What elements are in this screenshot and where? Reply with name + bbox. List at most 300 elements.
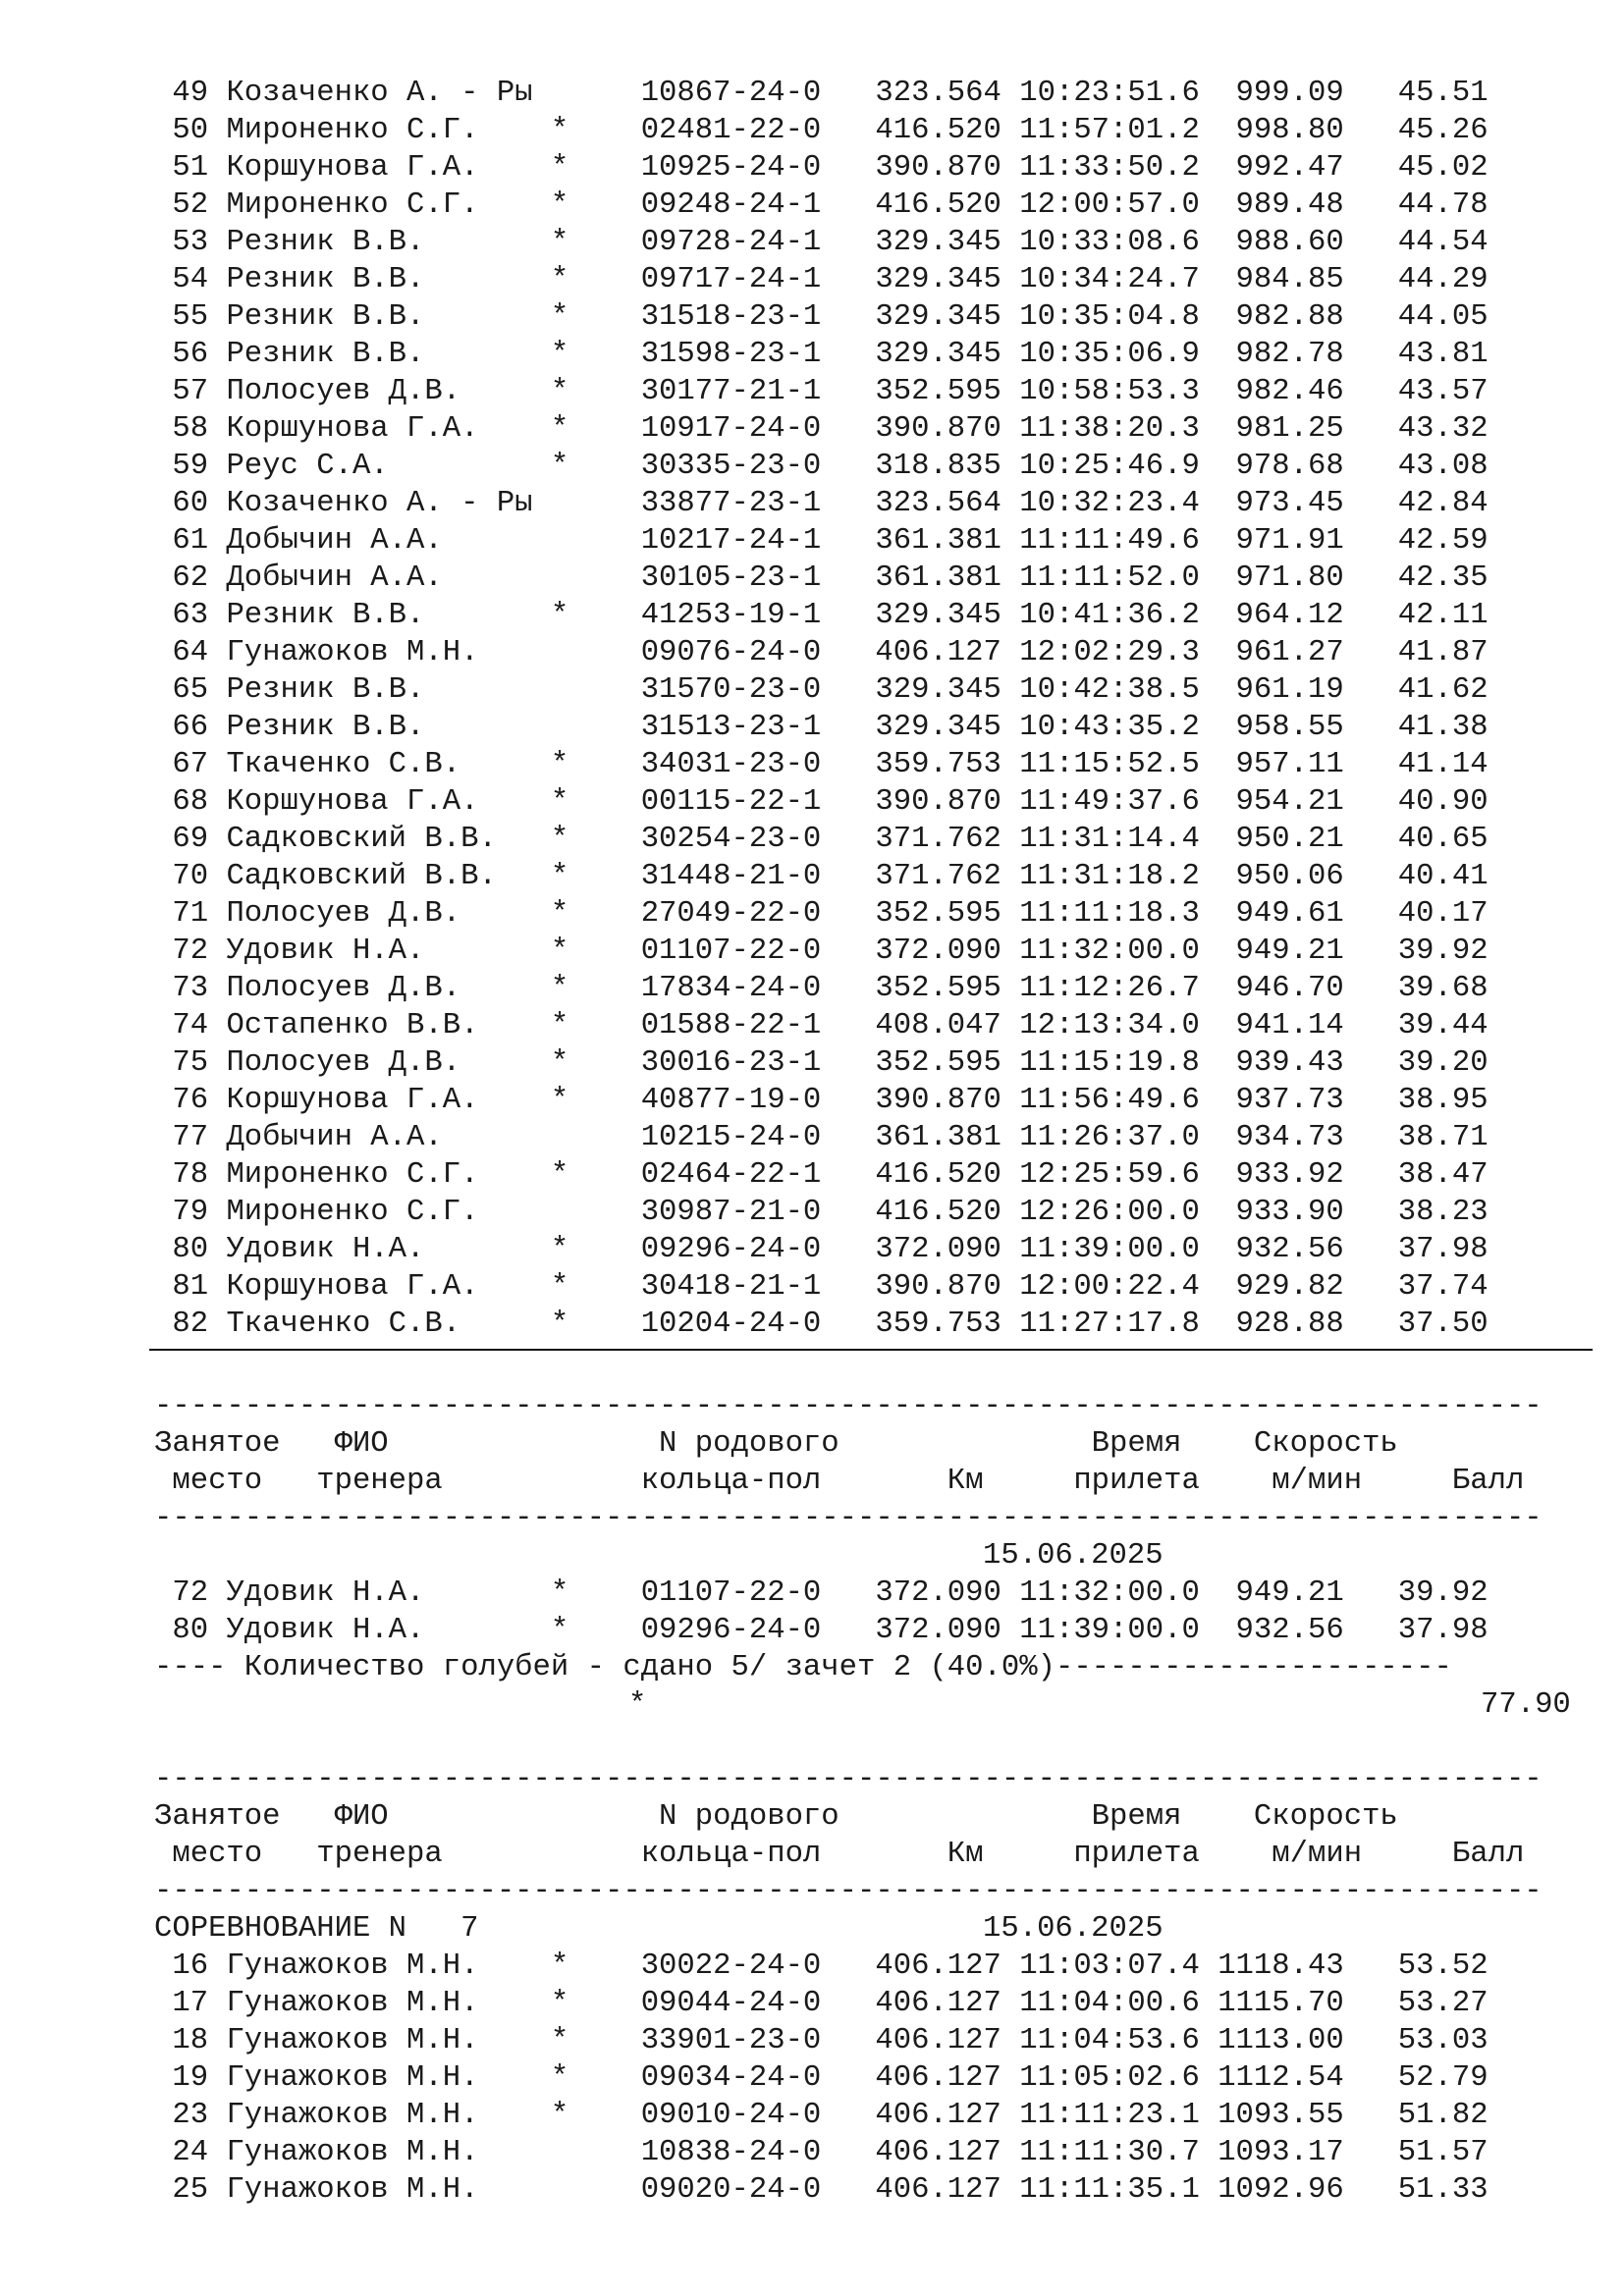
cell-score: 44.78	[1380, 188, 1489, 222]
cell-ring: 09076-24-0	[640, 636, 822, 669]
cell-place: 63	[154, 599, 209, 632]
cell-km: 406.127	[875, 1949, 1001, 1983]
cell-place: 79	[154, 1196, 209, 1229]
table-row	[154, 75, 1489, 112]
cell-name: Резник В.В.	[226, 338, 533, 371]
cell-score: 41.62	[1380, 673, 1489, 707]
cell-km: 406.127	[875, 2136, 1001, 2169]
cell-time: 11:27:17.8	[1019, 1308, 1200, 1341]
cell-speed: 998.80	[1218, 114, 1344, 147]
cell-time: 11:39:00.0	[1019, 1233, 1200, 1266]
dash-line: -----------------------------------------------------------------------------	[154, 1390, 1543, 1423]
competition-title: СОРЕВНОВАНИЕ N 7	[154, 1912, 479, 1946]
cell-km: 406.127	[875, 2024, 1001, 2057]
cell-place: 74	[154, 1009, 209, 1042]
cell-mark: *	[550, 226, 587, 259]
cell-km: 361.381	[875, 524, 1001, 558]
cell-time: 11:11:23.1	[1019, 2099, 1200, 2132]
cell-speed: 992.47	[1218, 151, 1344, 185]
cell-mark: *	[550, 1949, 587, 1983]
cell-ring: 09248-24-1	[640, 188, 822, 222]
column-header-line-1: Занятое ФИО N родового Время Скорость	[154, 1427, 1506, 1461]
cell-speed: 982.46	[1218, 375, 1344, 408]
cell-time: 10:42:38.5	[1019, 673, 1200, 707]
cell-speed: 1112.54	[1218, 2061, 1344, 2095]
cell-km: 352.595	[875, 897, 1001, 931]
table-row	[154, 112, 1489, 149]
table-row	[154, 1194, 1489, 1231]
cell-name: Козаченко А. - Ры	[226, 77, 533, 110]
cell-time: 12:26:00.0	[1019, 1196, 1200, 1229]
cell-ring: 10838-24-0	[640, 2136, 822, 2169]
cell-mark: *	[550, 860, 587, 893]
cell-ring: 31570-23-0	[640, 673, 822, 707]
cell-speed: 950.21	[1218, 823, 1344, 856]
cell-place: 60	[154, 487, 209, 520]
table-row	[154, 1156, 1489, 1194]
table-row	[154, 671, 1489, 709]
cell-name: Коршунова Г.А.	[226, 412, 533, 446]
cell-speed: 1118.43	[1218, 1949, 1344, 1983]
cell-speed: 949.61	[1218, 897, 1344, 931]
cell-mark	[551, 711, 587, 744]
cell-km: 352.595	[875, 972, 1001, 1005]
cell-place: 61	[154, 524, 209, 558]
cell-mark	[551, 524, 587, 558]
cell-km: 416.520	[875, 1196, 1001, 1229]
cell-time: 11:04:53.6	[1019, 2024, 1200, 2057]
cell-score: 38.95	[1380, 1084, 1489, 1117]
cell-place: 56	[154, 338, 209, 371]
table-row	[154, 895, 1489, 933]
cell-km: 359.753	[875, 1308, 1001, 1341]
cell-ring: 30254-23-0	[640, 823, 822, 856]
cell-name: Козаченко А. - Ры	[226, 487, 533, 520]
cell-place: 55	[154, 300, 209, 334]
cell-time: 11:56:49.6	[1019, 1084, 1200, 1117]
cell-name: Резник В.В.	[226, 300, 533, 334]
cell-km: 406.127	[875, 2061, 1001, 2095]
cell-ring: 34031-23-0	[640, 748, 822, 781]
cell-time: 11:38:20.3	[1019, 412, 1200, 446]
cell-name: Резник В.В.	[226, 711, 533, 744]
cell-km: 406.127	[875, 636, 1001, 669]
cell-name: Удовик Н.А.	[226, 1233, 533, 1266]
cell-speed: 957.11	[1218, 748, 1344, 781]
cell-mark	[551, 2173, 587, 2207]
cell-place: 23	[154, 2099, 209, 2132]
cell-speed: 929.82	[1218, 1270, 1344, 1304]
cell-score: 37.50	[1380, 1308, 1489, 1341]
cell-km: 372.090	[875, 934, 1001, 968]
cell-mark: *	[550, 785, 587, 819]
cell-speed: 932.56	[1218, 1614, 1344, 1647]
cell-speed: 1115.70	[1218, 1987, 1344, 2020]
table-row	[154, 1268, 1489, 1306]
cell-speed: 950.06	[1218, 860, 1344, 893]
cell-place: 69	[154, 823, 209, 856]
cell-time: 12:13:34.0	[1019, 1009, 1200, 1042]
cell-speed: 949.21	[1218, 1576, 1344, 1610]
cell-score: 43.81	[1380, 338, 1489, 371]
cell-time: 12:00:57.0	[1019, 188, 1200, 222]
cell-name: Реус С.А.	[226, 450, 533, 483]
cell-ring: 09044-24-0	[640, 1987, 822, 2020]
cell-km: 323.564	[875, 487, 1001, 520]
cell-mark: *	[550, 1308, 587, 1341]
cell-place: 71	[154, 897, 209, 931]
cell-name: Полосуев Д.В.	[226, 972, 533, 1005]
cell-time: 11:03:07.4	[1019, 1949, 1200, 1983]
cell-ring: 09020-24-0	[640, 2173, 822, 2207]
cell-score: 45.26	[1380, 114, 1489, 147]
cell-speed: 928.88	[1218, 1308, 1344, 1341]
cell-km: 352.595	[875, 1046, 1001, 1080]
cell-mark: *	[550, 1576, 587, 1610]
cell-place: 76	[154, 1084, 209, 1117]
summary-line: ---- Количество голубей - сдано 5/ зачет 2 (40.0%)----------------------	[154, 1651, 1452, 1684]
cell-km: 371.762	[875, 823, 1001, 856]
cell-place: 65	[154, 673, 209, 707]
cell-speed: 934.73	[1218, 1121, 1344, 1154]
cell-ring: 09296-24-0	[640, 1614, 822, 1647]
cell-ring: 09728-24-1	[640, 226, 822, 259]
cell-score: 42.11	[1380, 599, 1489, 632]
table-row	[154, 149, 1489, 187]
cell-ring: 30016-23-1	[640, 1046, 822, 1080]
cell-ring: 01588-22-1	[640, 1009, 822, 1042]
table-row	[154, 522, 1489, 560]
cell-speed: 989.48	[1218, 188, 1344, 222]
cell-time: 11:32:00.0	[1019, 1576, 1200, 1610]
column-header-line-2: место тренера кольца-пол Км прилета м/мин Балл	[154, 1465, 1525, 1498]
cell-mark: *	[550, 2061, 587, 2095]
cell-speed: 978.68	[1218, 450, 1344, 483]
table-row	[154, 1985, 1489, 2022]
table-row	[154, 1082, 1489, 1119]
cell-mark	[551, 636, 587, 669]
table-row	[154, 858, 1489, 895]
cell-name: Ткаченко С.В.	[226, 748, 533, 781]
cell-mark: *	[550, 897, 587, 931]
cell-ring: 30022-24-0	[640, 1949, 822, 1983]
cell-name: Садковский В.В.	[226, 823, 533, 856]
cell-time: 11:15:52.5	[1019, 748, 1200, 781]
cell-time: 11:05:02.6	[1019, 2061, 1200, 2095]
cell-place: 51	[154, 151, 209, 185]
cell-time: 10:23:51.6	[1019, 77, 1200, 110]
table-row	[154, 933, 1489, 970]
cell-mark: *	[550, 599, 587, 632]
cell-score: 44.54	[1380, 226, 1489, 259]
cell-mark: *	[550, 188, 587, 222]
cell-place: 80	[154, 1233, 209, 1266]
cell-mark	[551, 1196, 587, 1229]
cell-name: Резник В.В.	[226, 263, 533, 296]
cell-speed: 954.21	[1218, 785, 1344, 819]
table-bottom-rule	[149, 1349, 1593, 1351]
cell-ring: 10917-24-0	[640, 412, 822, 446]
cell-place: 52	[154, 188, 209, 222]
cell-ring: 10867-24-0	[640, 77, 822, 110]
cell-speed: 999.09	[1218, 77, 1344, 110]
cell-time: 10:35:06.9	[1019, 338, 1200, 371]
cell-name: Полосуев Д.В.	[226, 897, 533, 931]
cell-score: 42.35	[1380, 561, 1489, 595]
cell-name: Садковский В.В.	[226, 860, 533, 893]
cell-name: Мироненко С.Г.	[226, 114, 533, 147]
table-row	[154, 224, 1489, 261]
cell-place: 70	[154, 860, 209, 893]
table-row	[154, 336, 1489, 373]
cell-speed: 933.92	[1218, 1158, 1344, 1192]
cell-score: 43.32	[1380, 412, 1489, 446]
cell-mark	[551, 2136, 587, 2169]
dash-line: -----------------------------------------------------------------------------	[154, 1502, 1543, 1535]
cell-place: 62	[154, 561, 209, 595]
table-row	[154, 1119, 1489, 1156]
table-row	[154, 2097, 1489, 2134]
cell-score: 45.02	[1380, 151, 1489, 185]
column-header-line-2: место тренера кольца-пол Км прилета м/мин Балл	[154, 1838, 1525, 1871]
section-date: 15.06.2025	[983, 1539, 1164, 1573]
cell-speed: 971.80	[1218, 561, 1344, 595]
cell-time: 11:11:35.1	[1019, 2173, 1200, 2207]
cell-ring: 10215-24-0	[640, 1121, 822, 1154]
cell-km: 390.870	[875, 1084, 1001, 1117]
cell-km: 329.345	[875, 300, 1001, 334]
cell-ring: 00115-22-1	[640, 785, 822, 819]
table-row	[154, 709, 1489, 746]
cell-mark: *	[550, 934, 587, 968]
table-row	[154, 187, 1489, 224]
cell-score: 53.03	[1380, 2024, 1489, 2057]
cell-place: 19	[154, 2061, 209, 2095]
cell-mark: *	[550, 1009, 587, 1042]
table-row	[154, 448, 1489, 485]
cell-speed: 949.21	[1218, 934, 1344, 968]
cell-name: Удовик Н.А.	[226, 1576, 533, 1610]
cell-time: 11:11:30.7	[1019, 2136, 1200, 2169]
cell-mark: *	[550, 1084, 587, 1117]
cell-speed: 984.85	[1218, 263, 1344, 296]
cell-time: 11:33:50.2	[1019, 151, 1200, 185]
cell-mark	[551, 673, 587, 707]
cell-time: 11:32:00.0	[1019, 934, 1200, 968]
cell-score: 37.98	[1380, 1233, 1489, 1266]
cell-time: 11:11:18.3	[1019, 897, 1200, 931]
cell-speed: 937.73	[1218, 1084, 1344, 1117]
total-score: 77.90	[1481, 1688, 1571, 1722]
cell-km: 416.520	[875, 114, 1001, 147]
cell-score: 42.59	[1380, 524, 1489, 558]
table-row	[154, 1231, 1489, 1268]
cell-mark: *	[550, 1987, 587, 2020]
cell-ring: 31598-23-1	[640, 338, 822, 371]
cell-place: 54	[154, 263, 209, 296]
cell-km: 361.381	[875, 561, 1001, 595]
cell-speed: 971.91	[1218, 524, 1344, 558]
cell-score: 41.14	[1380, 748, 1489, 781]
cell-ring: 09717-24-1	[640, 263, 822, 296]
table-row	[154, 410, 1489, 448]
total-mark: *	[628, 1688, 647, 1722]
cell-time: 10:43:35.2	[1019, 711, 1200, 744]
cell-km: 352.595	[875, 375, 1001, 408]
cell-ring: 01107-22-0	[640, 934, 822, 968]
cell-km: 372.090	[875, 1233, 1001, 1266]
cell-mark: *	[550, 1046, 587, 1080]
cell-name: Ткаченко С.В.	[226, 1308, 533, 1341]
cell-name: Удовик Н.А.	[226, 1614, 533, 1647]
cell-ring: 30418-21-1	[640, 1270, 822, 1304]
cell-score: 39.92	[1380, 934, 1489, 968]
cell-speed: 982.78	[1218, 338, 1344, 371]
cell-score: 52.79	[1380, 2061, 1489, 2095]
cell-time: 11:26:37.0	[1019, 1121, 1200, 1154]
cell-ring: 09010-24-0	[640, 2099, 822, 2132]
cell-time: 11:11:49.6	[1019, 524, 1200, 558]
cell-mark: *	[550, 2024, 587, 2057]
cell-place: 58	[154, 412, 209, 446]
cell-place: 18	[154, 2024, 209, 2057]
cell-km: 329.345	[875, 263, 1001, 296]
cell-time: 10:34:24.7	[1019, 263, 1200, 296]
cell-score: 51.33	[1380, 2173, 1489, 2207]
cell-score: 40.41	[1380, 860, 1489, 893]
cell-mark: *	[550, 1270, 587, 1304]
cell-km: 329.345	[875, 673, 1001, 707]
cell-name: Гунажоков М.Н.	[226, 2024, 533, 2057]
cell-ring: 09296-24-0	[640, 1233, 822, 1266]
cell-name: Добычин А.А.	[226, 524, 533, 558]
cell-time: 12:02:29.3	[1019, 636, 1200, 669]
cell-km: 416.520	[875, 188, 1001, 222]
table-row	[154, 485, 1489, 522]
cell-score: 39.68	[1380, 972, 1489, 1005]
table-row	[154, 746, 1489, 783]
cell-km: 329.345	[875, 226, 1001, 259]
cell-place: 25	[154, 2173, 209, 2207]
cell-mark: *	[550, 748, 587, 781]
cell-place: 64	[154, 636, 209, 669]
cell-ring: 31513-23-1	[640, 711, 822, 744]
cell-ring: 30987-21-0	[640, 1196, 822, 1229]
cell-name: Резник В.В.	[226, 673, 533, 707]
cell-score: 39.44	[1380, 1009, 1489, 1042]
cell-speed: 981.25	[1218, 412, 1344, 446]
cell-place: 16	[154, 1949, 209, 1983]
section-date: 15.06.2025	[983, 1912, 1164, 1946]
cell-score: 40.17	[1380, 897, 1489, 931]
cell-place: 77	[154, 1121, 209, 1154]
cell-time: 11:15:19.8	[1019, 1046, 1200, 1080]
cell-km: 416.520	[875, 1158, 1001, 1192]
cell-speed: 933.90	[1218, 1196, 1344, 1229]
cell-ring: 31448-21-0	[640, 860, 822, 893]
cell-ring: 02464-22-1	[640, 1158, 822, 1192]
cell-ring: 41253-19-1	[640, 599, 822, 632]
cell-score: 37.74	[1380, 1270, 1489, 1304]
cell-km: 329.345	[875, 711, 1001, 744]
dash-line: -----------------------------------------------------------------------------	[154, 1763, 1543, 1796]
cell-place: 68	[154, 785, 209, 819]
cell-score: 37.98	[1380, 1614, 1489, 1647]
table-row	[154, 1044, 1489, 1082]
cell-place: 80	[154, 1614, 209, 1647]
cell-score: 43.08	[1380, 450, 1489, 483]
cell-name: Удовик Н.А.	[226, 934, 533, 968]
cell-place: 78	[154, 1158, 209, 1192]
cell-ring: 02481-22-0	[640, 114, 822, 147]
cell-name: Гунажоков М.Н.	[226, 2099, 533, 2132]
column-header-line-1: Занятое ФИО N родового Время Скорость	[154, 1800, 1506, 1834]
table-row	[154, 597, 1489, 634]
table-row	[154, 373, 1489, 410]
cell-km: 359.753	[875, 748, 1001, 781]
cell-mark: *	[550, 300, 587, 334]
cell-time: 11:31:14.4	[1019, 823, 1200, 856]
cell-ring: 31518-23-1	[640, 300, 822, 334]
table-row	[154, 560, 1489, 597]
cell-mark	[551, 487, 587, 520]
cell-score: 43.57	[1380, 375, 1489, 408]
table-row	[154, 2059, 1489, 2097]
cell-time: 10:41:36.2	[1019, 599, 1200, 632]
cell-speed: 932.56	[1218, 1233, 1344, 1266]
cell-place: 75	[154, 1046, 209, 1080]
cell-score: 40.90	[1380, 785, 1489, 819]
cell-mark: *	[550, 151, 587, 185]
cell-name: Полосуев Д.В.	[226, 375, 533, 408]
cell-name: Гунажоков М.Н.	[226, 2173, 533, 2207]
cell-name: Резник В.В.	[226, 226, 533, 259]
cell-time: 10:33:08.6	[1019, 226, 1200, 259]
cell-place: 81	[154, 1270, 209, 1304]
cell-name: Гунажоков М.Н.	[226, 2136, 533, 2169]
cell-speed: 982.88	[1218, 300, 1344, 334]
cell-mark	[551, 561, 587, 595]
cell-ring: 10204-24-0	[640, 1308, 822, 1341]
cell-ring: 10217-24-1	[640, 524, 822, 558]
cell-speed: 961.19	[1218, 673, 1344, 707]
cell-place: 72	[154, 934, 209, 968]
cell-time: 10:58:53.3	[1019, 375, 1200, 408]
cell-score: 53.52	[1380, 1949, 1489, 1983]
cell-speed: 964.12	[1218, 599, 1344, 632]
dash-line: -----------------------------------------------------------------------------	[154, 1875, 1543, 1908]
cell-score: 38.23	[1380, 1196, 1489, 1229]
cell-time: 11:57:01.2	[1019, 114, 1200, 147]
cell-time: 11:39:00.0	[1019, 1614, 1200, 1647]
cell-place: 57	[154, 375, 209, 408]
cell-km: 408.047	[875, 1009, 1001, 1042]
cell-place: 73	[154, 972, 209, 1005]
cell-speed: 1093.17	[1218, 2136, 1344, 2169]
cell-mark: *	[550, 1614, 587, 1647]
cell-name: Коршунова Г.А.	[226, 1084, 533, 1117]
cell-score: 40.65	[1380, 823, 1489, 856]
table-row	[154, 1948, 1489, 1985]
cell-name: Мироненко С.Г.	[226, 1196, 533, 1229]
cell-name: Мироненко С.Г.	[226, 1158, 533, 1192]
cell-km: 361.381	[875, 1121, 1001, 1154]
cell-score: 42.84	[1380, 487, 1489, 520]
cell-speed: 988.60	[1218, 226, 1344, 259]
table-row	[154, 1007, 1489, 1044]
cell-place: 66	[154, 711, 209, 744]
cell-ring: 01107-22-0	[640, 1576, 822, 1610]
